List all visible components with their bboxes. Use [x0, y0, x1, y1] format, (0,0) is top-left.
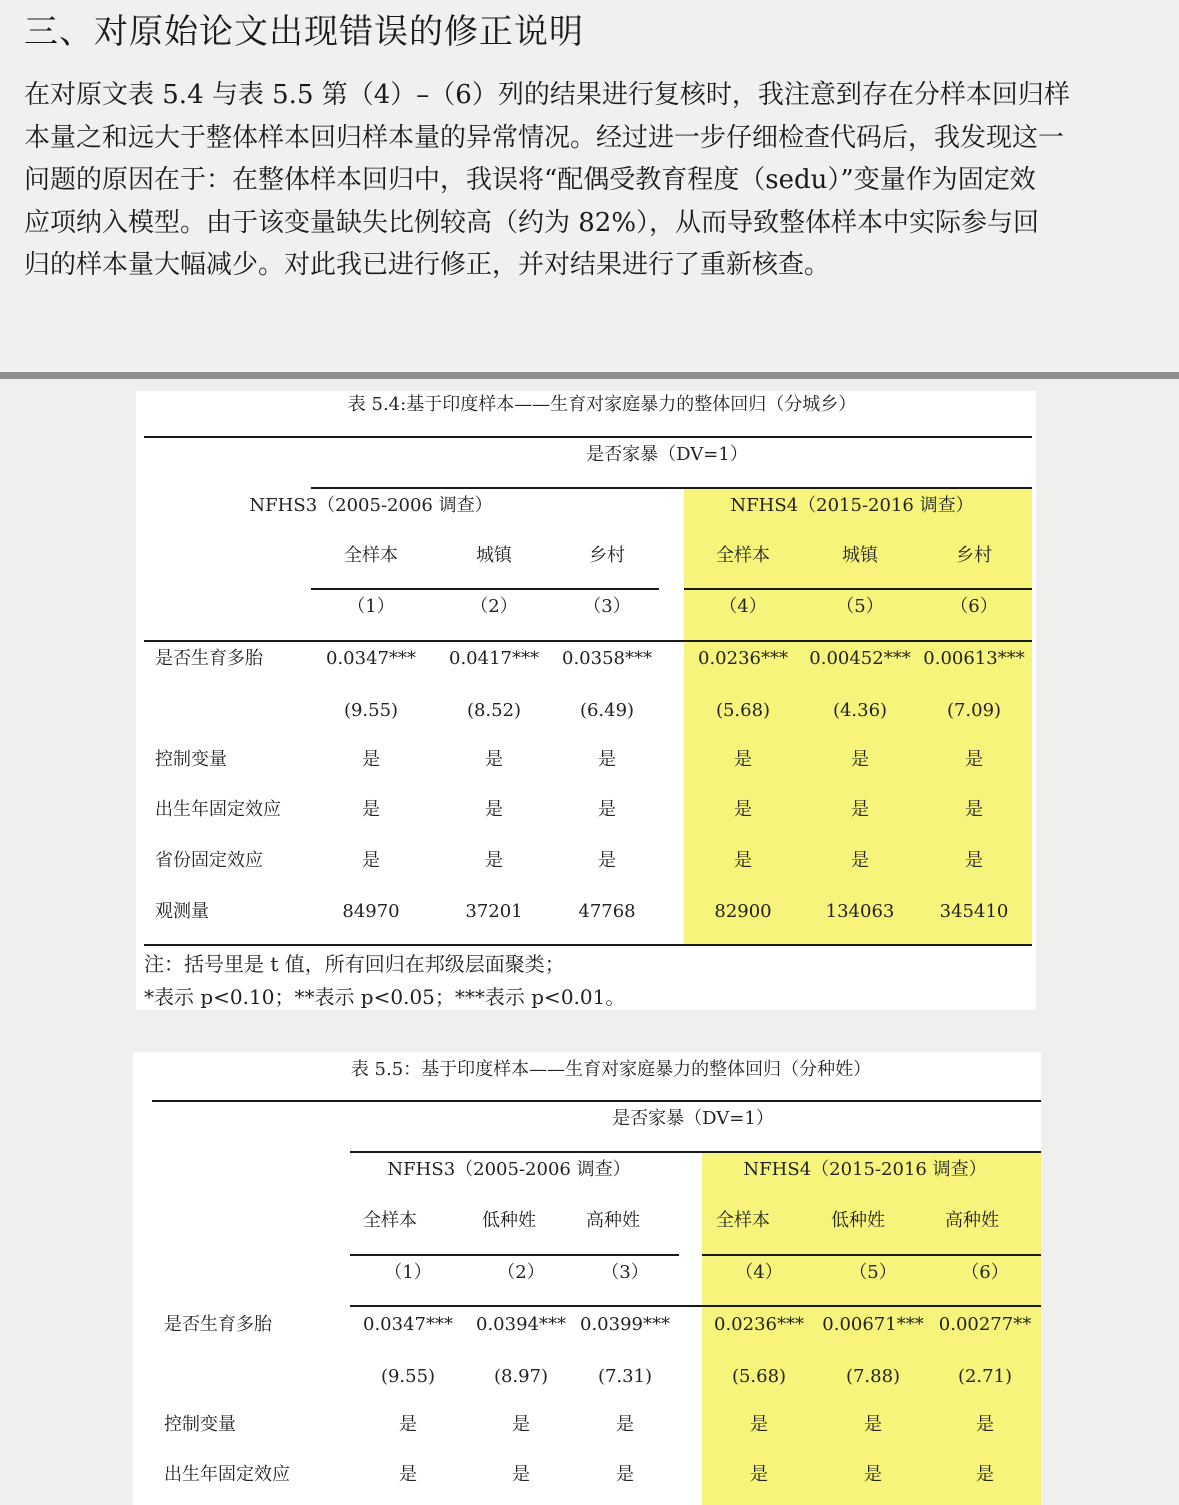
table-cell: 是 — [965, 749, 983, 770]
group-header-nfhs4: NFHS4（2015-2016 调查） — [743, 1159, 987, 1180]
table-cell: (8.97) — [493, 1366, 549, 1387]
table-cell: 是 — [616, 1464, 634, 1485]
table-cell: 是 — [851, 799, 869, 820]
section-title: 三、对原始论文出现错误的修正说明 — [24, 12, 584, 52]
table-cell: 0.0399*** — [580, 1314, 670, 1335]
table-cell: 47768 — [578, 901, 636, 922]
subheader: 乡村 — [589, 545, 625, 566]
subgroup-rule-nfhs4 — [702, 1254, 1041, 1256]
column-number: （4） — [719, 596, 767, 617]
table-cell: 0.00671*** — [822, 1314, 924, 1335]
table-cell: 0.0347*** — [363, 1314, 453, 1335]
subheader: 全样本 — [716, 545, 770, 566]
table-cell: 是 — [864, 1414, 882, 1435]
table-cell: 是 — [362, 799, 380, 820]
subheader: 高种姓 — [945, 1210, 999, 1231]
table-cell: 是 — [750, 1414, 768, 1435]
table-cell: (7.31) — [597, 1366, 653, 1387]
group-header-nfhs4: NFHS4（2015-2016 调查） — [730, 495, 974, 516]
header-rule — [350, 1305, 1041, 1307]
table-cell: 0.0347*** — [326, 648, 416, 669]
table-cell: (8.52) — [466, 700, 522, 721]
section-divider — [0, 372, 1179, 379]
table-cell: 是 — [864, 1464, 882, 1485]
table-cell: 是 — [734, 799, 752, 820]
group-rule — [350, 1151, 1041, 1153]
subgroup-rule-nfhs4 — [684, 588, 1032, 590]
table-cell: 是 — [851, 749, 869, 770]
subgroup-rule-nfhs3 — [311, 588, 659, 590]
table-cell: (2.71) — [957, 1366, 1013, 1387]
table-cell: 0.0394*** — [476, 1314, 566, 1335]
table-cell: 是 — [399, 1414, 417, 1435]
table-cell: 82900 — [714, 901, 772, 922]
column-number: （3） — [583, 596, 631, 617]
subheader: 城镇 — [842, 545, 878, 566]
table-5-5 — [133, 1052, 1041, 1505]
top-rule — [152, 1100, 1041, 1102]
table-cell: 是 — [965, 850, 983, 871]
table-cell: 是 — [512, 1414, 530, 1435]
table-cell: 是 — [750, 1464, 768, 1485]
table-caption: 表 5.5：基于印度样本——生育对家庭暴力的整体回归（分种姓） — [350, 1059, 872, 1080]
significance-note: *表示 p<0.10；**表示 p<0.05；***表示 p<0.01。 — [144, 985, 626, 1009]
table-cell: 0.0358*** — [562, 648, 652, 669]
row-label: 是否生育多胎 — [155, 648, 263, 669]
table-cell: (6.49) — [579, 700, 635, 721]
table-cell: 是 — [485, 749, 503, 770]
subheader: 全样本 — [716, 1210, 770, 1231]
table-cell: 84970 — [342, 901, 400, 922]
table-cell: 134063 — [825, 901, 895, 922]
table-cell: 0.00277** — [938, 1314, 1032, 1335]
table-cell: 是 — [734, 850, 752, 871]
group-header-nfhs3: NFHS3（2005-2006 调查） — [387, 1159, 631, 1180]
subheader: 全样本 — [344, 545, 398, 566]
group-header-nfhs3: NFHS3（2005-2006 调查） — [249, 495, 493, 516]
table-cell: (4.36) — [832, 700, 888, 721]
table-cell: 345410 — [939, 901, 1009, 922]
paragraph-line: 问题的原因在于：在整体样本回归中，我误将“配偶受教育程度（sedu）”变量作为固定效 — [24, 165, 1036, 195]
table-cell: 0.0417*** — [449, 648, 539, 669]
correction-note-section — [0, 0, 1179, 372]
table-cell: 是 — [485, 799, 503, 820]
table-cell: 是 — [851, 850, 869, 871]
table-cell: (9.55) — [343, 700, 399, 721]
column-number: （3） — [601, 1262, 649, 1283]
table-cell: 是 — [734, 749, 752, 770]
subheader: 全样本 — [363, 1210, 417, 1231]
table-cell: 是 — [976, 1464, 994, 1485]
table-cell: 是 — [598, 749, 616, 770]
table-cell: 是 — [512, 1464, 530, 1485]
subheader: 城镇 — [476, 545, 512, 566]
paragraph-line: 应项纳入模型。由于该变量缺失比例较高（约为 82%），从而导致整体样本中实际参与回 — [24, 207, 1040, 238]
table-cell: (9.55) — [380, 1366, 436, 1387]
column-number: （6） — [950, 596, 998, 617]
subheader: 低种姓 — [831, 1210, 885, 1231]
column-number: （5） — [836, 596, 884, 617]
table-caption: 表 5.4:基于印度样本——生育对家庭暴力的整体回归（分城乡） — [347, 394, 857, 415]
row-label: 出生年固定效应 — [164, 1464, 290, 1485]
table-cell: 37201 — [465, 901, 523, 922]
column-number: （4） — [735, 1262, 783, 1283]
group-rule — [311, 487, 1032, 489]
top-rule — [144, 436, 1032, 438]
table-cell: 是 — [976, 1414, 994, 1435]
subheader: 高种姓 — [586, 1210, 640, 1231]
column-number: （2） — [497, 1262, 545, 1283]
table-cell: (7.88) — [845, 1366, 901, 1387]
table-cell: 是 — [616, 1414, 634, 1435]
column-number: （6） — [961, 1262, 1009, 1283]
subheader: 乡村 — [956, 545, 992, 566]
bottom-rule — [144, 944, 1032, 946]
table-cell: 是 — [399, 1464, 417, 1485]
table-cell: 0.00613*** — [923, 648, 1025, 669]
row-label: 是否生育多胎 — [164, 1314, 272, 1335]
row-label: 控制变量 — [164, 1414, 236, 1435]
row-label: 观测量 — [155, 901, 209, 922]
table-cell: (7.09) — [946, 700, 1002, 721]
table-cell: 0.00452*** — [809, 648, 911, 669]
column-number: （5） — [849, 1262, 897, 1283]
paragraph-line: 在对原文表 5.4 与表 5.5 第（4）–（6）列的结果进行复核时，我注意到存在分样本回归样 — [24, 80, 1070, 110]
column-number: （2） — [470, 596, 518, 617]
correction-paragraph — [24, 74, 1164, 287]
table-cell: 是 — [598, 799, 616, 820]
column-number: （1） — [384, 1262, 432, 1283]
dependent-variable: 是否家暴（DV=1） — [586, 444, 748, 465]
dependent-variable: 是否家暴（DV=1） — [612, 1108, 774, 1129]
table-cell: (5.68) — [715, 700, 771, 721]
subheader: 低种姓 — [482, 1210, 536, 1231]
table-cell: 0.0236*** — [698, 648, 788, 669]
table-cell: 0.0236*** — [714, 1314, 804, 1335]
table-cell: 是 — [362, 850, 380, 871]
column-number: （1） — [347, 596, 395, 617]
row-label: 控制变量 — [155, 749, 227, 770]
row-label: 省份固定效应 — [155, 850, 263, 871]
table-cell: 是 — [965, 799, 983, 820]
table-cell: 是 — [598, 850, 616, 871]
paragraph-line: 归的样本量大幅减少。对此我已进行修正，并对结果进行了重新核查。 — [24, 250, 831, 280]
paragraph-line: 本量之和远大于整体样本回归样本量的异常情况。经过进一步仔细检查代码后，我发现这一 — [24, 122, 1065, 153]
subgroup-rule-nfhs3 — [350, 1254, 679, 1256]
header-rule — [144, 640, 1032, 642]
table-note: 注：括号里是 t 值，所有回归在邦级层面聚类； — [144, 952, 565, 976]
table-5-4 — [136, 391, 1036, 1010]
table-cell: 是 — [485, 850, 503, 871]
table-cell: 是 — [362, 749, 380, 770]
table-cell: (5.68) — [731, 1366, 787, 1387]
row-label: 出生年固定效应 — [155, 799, 281, 820]
